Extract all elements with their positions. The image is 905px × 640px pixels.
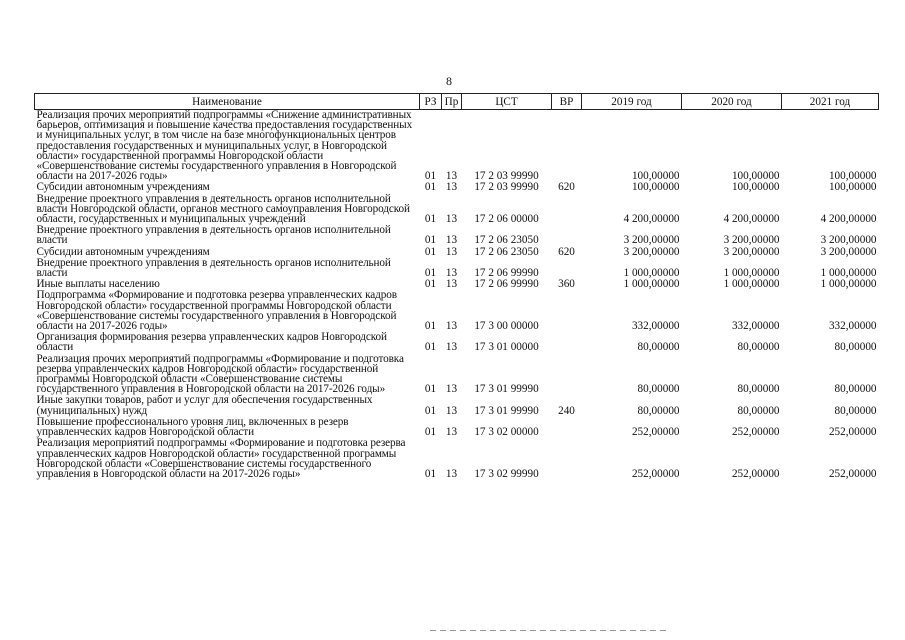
cell-name: Субсидии автономным учреждениям [36,245,210,258]
cell-y2020: 100,00000 [731,170,780,183]
header-pr: Пр [442,94,462,110]
cell-vr [552,417,582,438]
cell-pr: 13 [445,404,458,417]
table-row [35,332,879,353]
cell-pr: 13 [445,278,458,291]
cell-rz: 01 [424,404,437,417]
cell-rz: 01 [424,245,437,258]
cell-y2019: 3 200,00000 [623,245,680,258]
cell-y2021: 1 000,00000 [820,278,877,291]
cell-rz: 01 [424,467,437,480]
cell-vr [552,258,582,279]
cell-name: Субсидии автономным учреждениям [36,181,210,194]
header-2019: 2019 год [582,94,682,110]
cell-name: Реализация прочих мероприятий подпрограммы «Снижение административных барьеров, оптимизация и повышение качества предоставления государственных и муниципальных услуг, в том числе на базе многофункциональных центров предоставления государственных и муниципальных услуг, в Новгородской области» государственной программы Новгородской области «Совершенствование системы государственного управления в Новгородской области на 2017-2026 годы» [36,109,413,183]
cell-rz: 01 [424,213,437,226]
cell-vr [552,438,582,480]
cell-y2019: 1 000,00000 [623,267,680,280]
cell-cst: 17 2 03 99990 [474,170,539,183]
cell-cst: 17 3 01 00000 [474,341,539,354]
cell-name: Организация формирования резерва управленческих кадров Новгородской области [36,331,387,354]
cell-y2021: 80,00000 [834,341,877,354]
cell-pr: 13 [445,426,458,439]
cell-y2020: 332,00000 [731,320,780,333]
table-row [35,225,879,246]
table-row [35,290,879,332]
cell-vr [552,110,582,183]
cell-pr: 13 [445,467,458,480]
cell-pr: 13 [445,320,458,333]
cell-y2019: 100,00000 [631,170,680,183]
table-row [35,438,879,480]
cell-vr: 240 [558,404,575,417]
cell-y2019: 1 000,00000 [623,278,680,291]
page-number: 8 [446,74,452,88]
cell-pr: 13 [445,181,458,194]
cell-name: Внедрение проектного управления в деятельность органов исполнительной власти [36,256,391,280]
cell-rz: 01 [424,320,437,333]
cell-name: Внедрение проектного управления в деятельность органов исполнительной власти [36,224,391,247]
cell-vr [552,225,582,246]
cell-y2019: 80,00000 [637,341,680,354]
cell-y2019: 80,00000 [637,383,680,396]
cell-y2021: 3 200,00000 [820,234,877,247]
cell-rz: 01 [424,267,437,280]
header-2021: 2021 год [782,94,879,110]
cell-vr [552,332,582,353]
cell-y2020: 3 200,00000 [723,245,780,258]
cell-y2021: 252,00000 [828,426,877,439]
cell-rz: 01 [424,341,437,354]
cell-y2020: 252,00000 [731,426,780,439]
cell-vr [552,290,582,332]
cell-y2021: 80,00000 [834,383,877,396]
cell-pr: 13 [445,383,458,396]
cell-y2021: 80,00000 [834,404,877,417]
cell-name: Реализация мероприятий подпрограммы «Формирование и подготовка резерва управленческих кадров Новгородской области» государственной программы Новгородской области «Совершенствование системы государственного управления в Новгородской области на 2017-2026 годы» [36,437,406,480]
table-row [35,258,879,279]
cell-y2020: 4 200,00000 [723,213,780,226]
cell-y2020: 1 000,00000 [723,278,780,291]
table-row [35,182,879,193]
cell-vr: 620 [558,245,575,258]
cell-pr: 13 [445,234,458,247]
header-rz: РЗ [420,94,442,110]
cell-pr: 13 [445,213,458,226]
cell-y2019: 332,00000 [631,320,680,333]
cell-y2021: 100,00000 [828,181,877,194]
cell-y2019: 80,00000 [637,404,680,417]
table-row [35,110,879,183]
header-cst: ЦСТ [462,94,552,110]
cell-rz: 01 [424,170,437,183]
cell-name: Реализация прочих мероприятий подпрограммы «Формирование и подготовка резерва управленческих кадров Новгородской области» государственной программы Новгородской области «Совершенствование системы государственного управления в Новгородской области на 2017-2026 годы» [36,352,404,396]
cell-name: Повышение профессионального уровня лиц, включенных в резерв управленческих кадров Новгородской области [36,415,349,439]
cell-rz: 01 [424,278,437,291]
table-header-row [35,94,879,110]
cell-name: Иные закупки товаров, работ и услуг для обеспечения государственных (муниципальных) нужд [36,394,373,417]
cell-name: Внедрение проектного управления в деятельность органов исполнительной власти Новгородской области, органов местного самоуправления Новгородской области, государственных и муниципальных учреждений [36,192,410,226]
cell-vr: 620 [558,181,575,194]
table-row [35,417,879,438]
cell-y2020: 80,00000 [737,383,780,396]
cell-rz: 01 [424,181,437,194]
cell-y2019: 100,00000 [631,181,680,194]
table-body [35,110,879,481]
cell-name: Иные выплаты населению [36,278,160,291]
cell-vr [552,194,582,226]
cell-pr: 13 [445,170,458,183]
cell-y2020: 252,00000 [731,467,780,480]
cell-cst: 17 2 06 00000 [474,213,539,226]
cell-cst: 17 3 02 00000 [474,426,539,439]
cell-vr: 360 [558,278,575,291]
cell-cst: 17 2 06 23050 [474,234,539,247]
table-row [35,395,879,416]
cell-y2020: 100,00000 [731,181,780,194]
cell-rz: 01 [424,234,437,247]
cell-pr: 13 [445,341,458,354]
cell-cst: 17 3 02 99990 [474,467,539,480]
cell-y2021: 3 200,00000 [820,245,877,258]
table-row [35,194,879,226]
cell-cst: 17 2 03 99990 [474,181,539,194]
bottom-rule [430,630,670,631]
cell-y2020: 1 000,00000 [723,267,780,280]
header-2020: 2020 год [682,94,782,110]
cell-y2019: 252,00000 [631,467,680,480]
cell-y2021: 4 200,00000 [820,213,877,226]
cell-name: Подпрограмма «Формирование и подготовка резерва управленческих кадров Новгородской области» государственной программы Новгородской области «Совершенствование системы государственного управления в Новгородской области на 2017-2026 годы» [36,289,397,333]
cell-cst: 17 2 06 23050 [474,245,539,258]
cell-cst: 17 2 06 99990 [474,278,539,291]
cell-y2019: 3 200,00000 [623,234,680,247]
budget-table [34,93,879,480]
table-row [35,354,879,396]
cell-y2019: 4 200,00000 [623,213,680,226]
cell-cst: 17 3 00 00000 [474,320,539,333]
cell-vr [552,354,582,396]
cell-cst: 17 3 01 99990 [474,383,539,396]
cell-pr: 13 [445,267,458,280]
cell-cst: 17 3 01 99990 [474,404,539,417]
header-vr: ВР [552,94,582,110]
cell-y2021: 1 000,00000 [820,267,877,280]
cell-y2020: 80,00000 [737,341,780,354]
cell-y2019: 252,00000 [631,426,680,439]
cell-y2021: 332,00000 [828,320,877,333]
cell-y2021: 100,00000 [828,170,877,183]
cell-y2021: 252,00000 [828,467,877,480]
cell-y2020: 3 200,00000 [723,234,780,247]
cell-rz: 01 [424,426,437,439]
cell-cst: 17 2 06 99990 [474,267,539,280]
cell-y2020: 80,00000 [737,404,780,417]
header-name: Наименование [35,94,420,110]
cell-pr: 13 [445,245,458,258]
cell-rz: 01 [424,383,437,396]
